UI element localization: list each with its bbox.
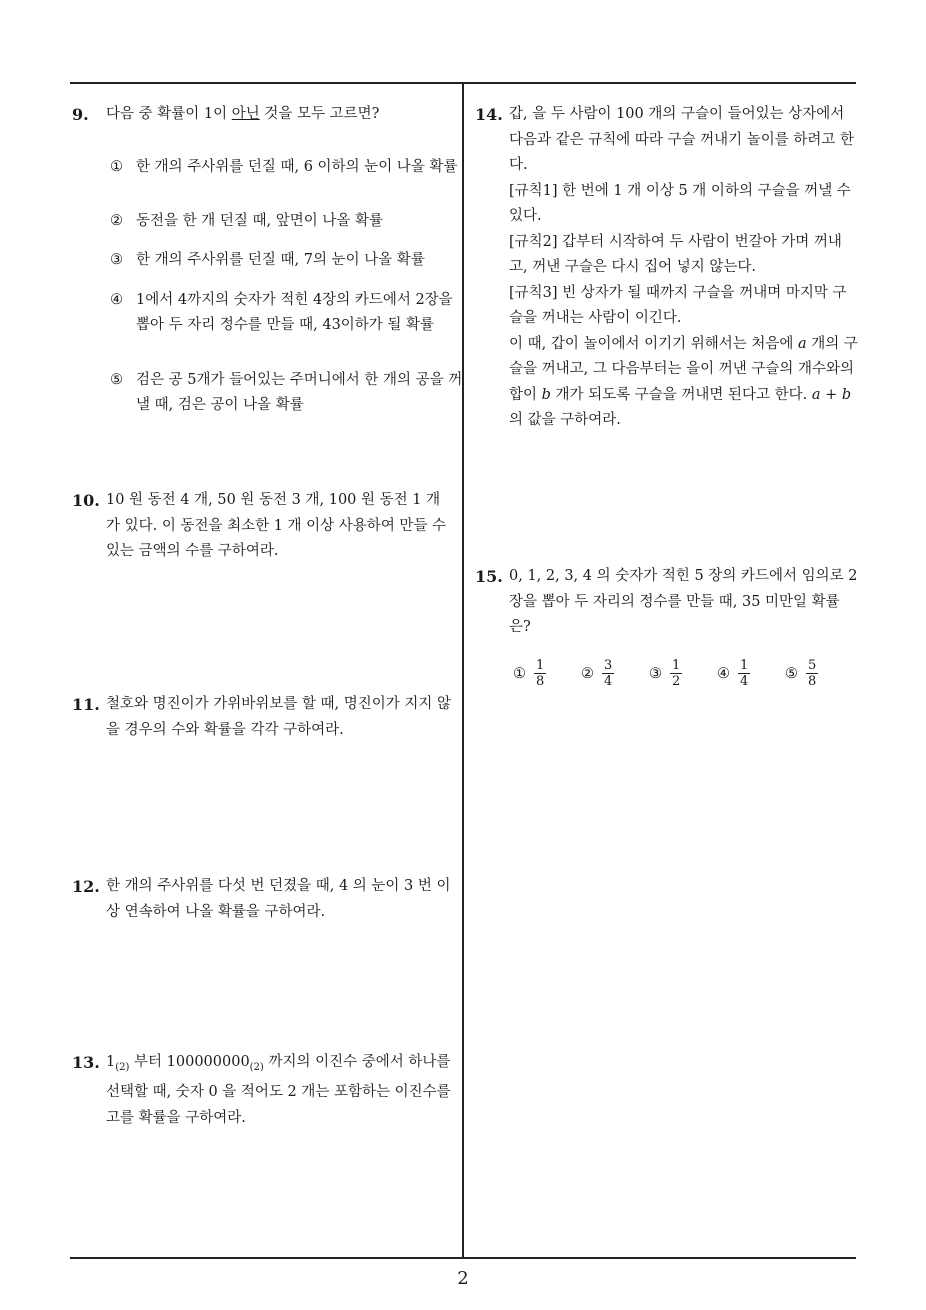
question-number: 13. <box>72 1053 100 1072</box>
question-number: 9. <box>72 105 89 124</box>
q9-option-2: ② 동전을 한 개 던질 때, 앞면이 나올 확률 <box>110 213 383 229</box>
q15-options <box>513 658 853 689</box>
q15-option-4: ④ $\frac{1}{4}$ <box>717 658 749 689</box>
fraction: $\frac{1}{8}$ <box>536 658 545 689</box>
question-number: 12. <box>72 877 100 896</box>
q14-rule-1: [규칙1] 한 번에 1 개 이상 5 개 이하의 구슬을 꺼낼 수 있다. <box>509 182 851 224</box>
question-text: 한 개의 주사위를 다섯 번 던졌을 때, 4 의 눈이 3 번 이상 연속하여 나올 확률을 구하여라. <box>106 878 451 920</box>
q15-option-3: ③ $\frac{1}{2}$ <box>649 658 681 689</box>
question-10 <box>72 488 454 565</box>
question-number: 11. <box>72 695 100 714</box>
question-stem: 다음 중 확률이 1이 아닌 것을 모두 고르면? <box>106 106 380 122</box>
bottom-rule <box>70 1257 856 1259</box>
q9-option-3: ③ 한 개의 주사위를 던질 때, 7의 눈이 나올 확률 <box>110 252 425 268</box>
q14-body: 이 때, 갑이 놀이에서 이기기 위해서는 처음에 a 개의 구슬을 꺼내고, 그 다음부터는 을이 꺼낸 구슬의 개수와의 합이 b 개가 되도록 구슬을 꺼내면 된다고 한다. a + b 의 값을 구하여라. <box>509 335 858 428</box>
question-text: 철호와 명진이가 가위바위보를 할 때, 명진이가 지지 않을 경우의 수와 확률을 각각 구하여라. <box>106 696 452 738</box>
fraction: $\frac{1}{2}$ <box>672 658 681 689</box>
q14-rule-3: [규칙3] 빈 상자가 될 때까지 구슬을 꺼내며 마지막 구슬을 꺼내는 사람이 이긴다. <box>509 284 847 326</box>
question-text: 0, 1, 2, 3, 4 의 숫자가 적힌 5 장의 카드에서 임의로 2 장을 뽑아 두 자리의 정수를 만들 때, 35 미만일 확률은? <box>509 568 858 635</box>
q15-option-2: ② $\frac{3}{4}$ <box>581 658 613 689</box>
q14-intro: 갑, 을 두 사람이 100 개의 구슬이 들어있는 상자에서 다음과 같은 규칙에 따라 구슬 꺼내기 놀이를 하려고 한다. <box>509 106 855 173</box>
q9-option-1: ① 한 개의 주사위를 던질 때, 6 이하의 눈이 나올 확률 <box>110 159 458 175</box>
question-14 <box>475 102 860 434</box>
q15-option-5: ⑤ $\frac{5}{8}$ <box>785 658 817 689</box>
question-text: $1_{(2)}$ 부터 $100000000_{(2)}$ 까지의 이진수 중에서 하나를 선택할 때, 숫자 0 을 적어도 2 개는 포함하는 이진수를 고를 확률을 구하여라. <box>106 1054 451 1126</box>
question-15 <box>475 564 860 641</box>
question-number: 15. <box>475 567 503 586</box>
q9-option-5: ⑤ 검은 공 5개가 들어있는 주머니에서 한 개의 공을 꺼낼 때, 검은 공이 나올 확률 <box>110 372 463 413</box>
question-number: 10. <box>72 491 100 510</box>
question-13 <box>72 1050 454 1131</box>
question-text: 10 원 동전 4 개, 50 원 동전 3 개, 100 원 동전 1 개가 있다. 이 동전을 최소한 1 개 이상 사용하여 만들 수 있는 금액의 수를 구하여라. <box>106 492 447 559</box>
q15-option-1: ① $\frac{1}{8}$ <box>513 658 545 689</box>
q14-rule-2: [규칙2] 갑부터 시작하여 두 사람이 번갈아 가며 꺼내고, 꺼낸 구슬은 다시 집어 넣지 않는다. <box>509 233 842 275</box>
question-12 <box>72 874 454 925</box>
underlined-word: 아닌 <box>231 106 260 122</box>
question-11 <box>72 692 454 743</box>
fraction: $\frac{5}{8}$ <box>808 658 817 689</box>
question-number: 14. <box>475 105 503 124</box>
q9-option-4: ④ 1에서 4까지의 숫자가 적힌 4장의 카드에서 2장을 뽑아 두 자리 정수를 만들 때, 43이하가 될 확률 <box>110 292 453 333</box>
page-number: 2 <box>457 1268 469 1289</box>
fraction: $\frac{1}{4}$ <box>740 658 749 689</box>
fraction: $\frac{3}{4}$ <box>604 658 613 689</box>
question-9 <box>72 102 454 128</box>
question-text <box>475 102 860 434</box>
